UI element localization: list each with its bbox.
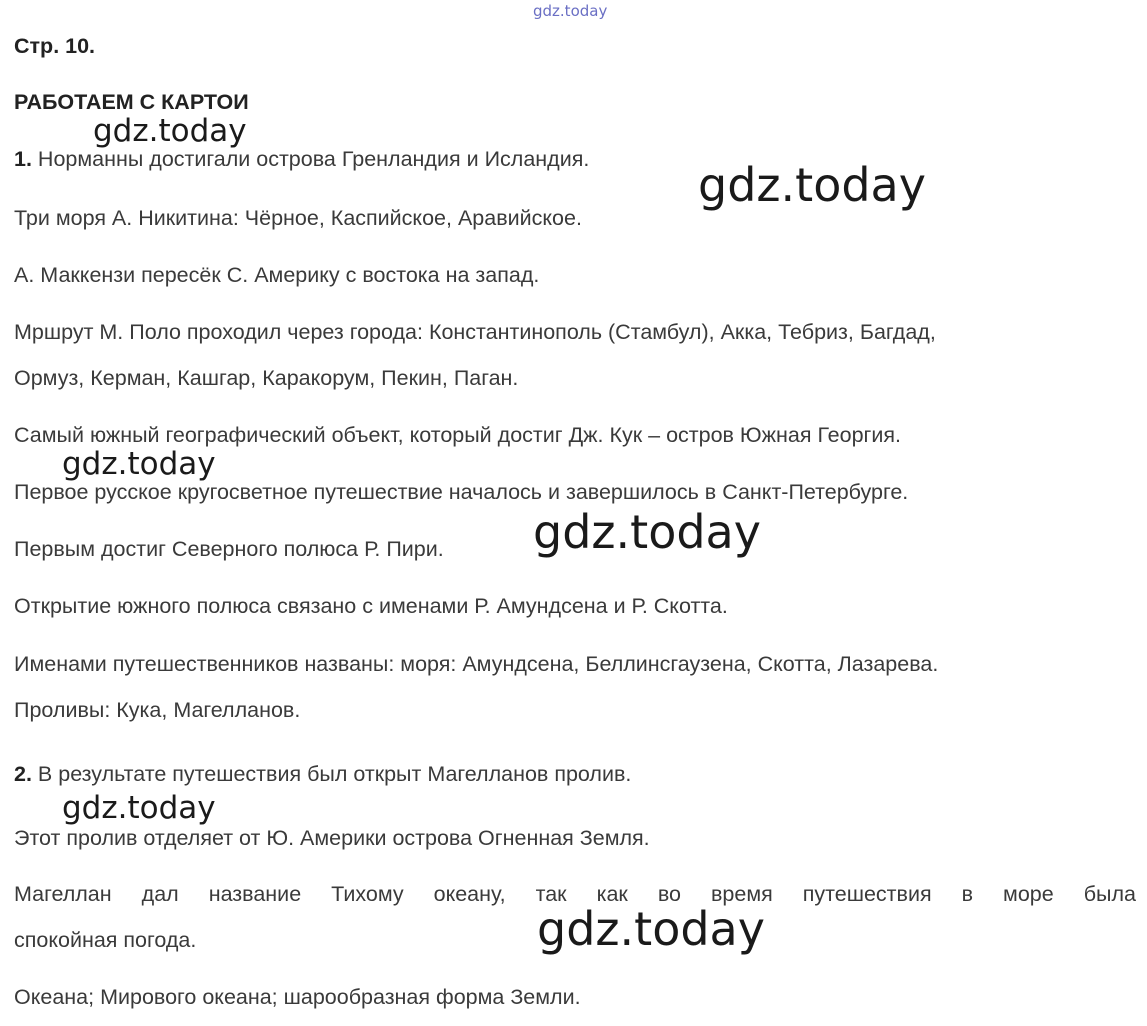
q1-number: 1. [14,147,32,171]
q1-line-1 [14,145,589,173]
q2-line-3: Магеллан дал название Тихому океану, так как во время путешествия в море была [14,882,1136,906]
q2-line-4: спокойная погода. [14,928,197,952]
q2-number: 2. [14,762,32,786]
q1-line-11: Проливы: Кука, Магелланов. [14,698,301,722]
q1-line-6: Самый южный географический объект, который достиг Дж. Кук – остров Южная Георгия. [14,423,902,447]
q1-line-9: Открытие южного полюса связано с именами Р. Амундсена и Р. Скотта. [14,594,728,618]
q1-line-8: Первым достиг Северного полюса Р. Пири. [14,537,444,561]
watermark: gdz.today [93,113,247,149]
q2-text: В результате путешествия был открыт Магелланов пролив. [37,762,632,786]
q2-line-5: Океана; Мирового океана; шарообразная форма Земли. [14,985,581,1009]
q2-line-2: Этот пролив отделяет от Ю. Америки острова Огненная Земля. [14,826,650,850]
q1-line-10: Именами путешественников названы: моря: Амундсена, Беллинсгаузена, Скотта, Лазарева. [14,652,939,676]
q1-line-5: Ормуз, Керман, Кашгар, Каракорум, Пекин, Паган. [14,366,519,390]
watermark: gdz.today [698,158,926,212]
section-heading: РАБОТАЕМ С КАРТОИ [14,90,249,114]
watermark-top: gdz.today [533,2,608,20]
q1-text: Норманны достигали острова Гренландия и Исландия. [37,147,590,171]
q1-line-7: Первое русское кругосветное путешествие началось и завершилось в Санкт-Петербурге. [14,480,909,504]
watermark: gdz.today [62,446,216,482]
q2-line-1 [14,760,631,788]
watermark: gdz.today [533,505,761,559]
watermark: gdz.today [537,902,765,956]
q1-line-4: Мршрут М. Поло проходил через города: Константинополь (Стамбул), Акка, Тебриз, Багдад, [14,320,936,344]
watermark: gdz.today [62,790,216,826]
page-ref: Стр. 10. [14,34,96,58]
q1-line-3: А. Маккензи пересёк С. Америку с востока на запад. [14,263,540,287]
q1-line-2: Три моря А. Никитина: Чёрное, Каспийское, Аравийское. [14,206,582,230]
